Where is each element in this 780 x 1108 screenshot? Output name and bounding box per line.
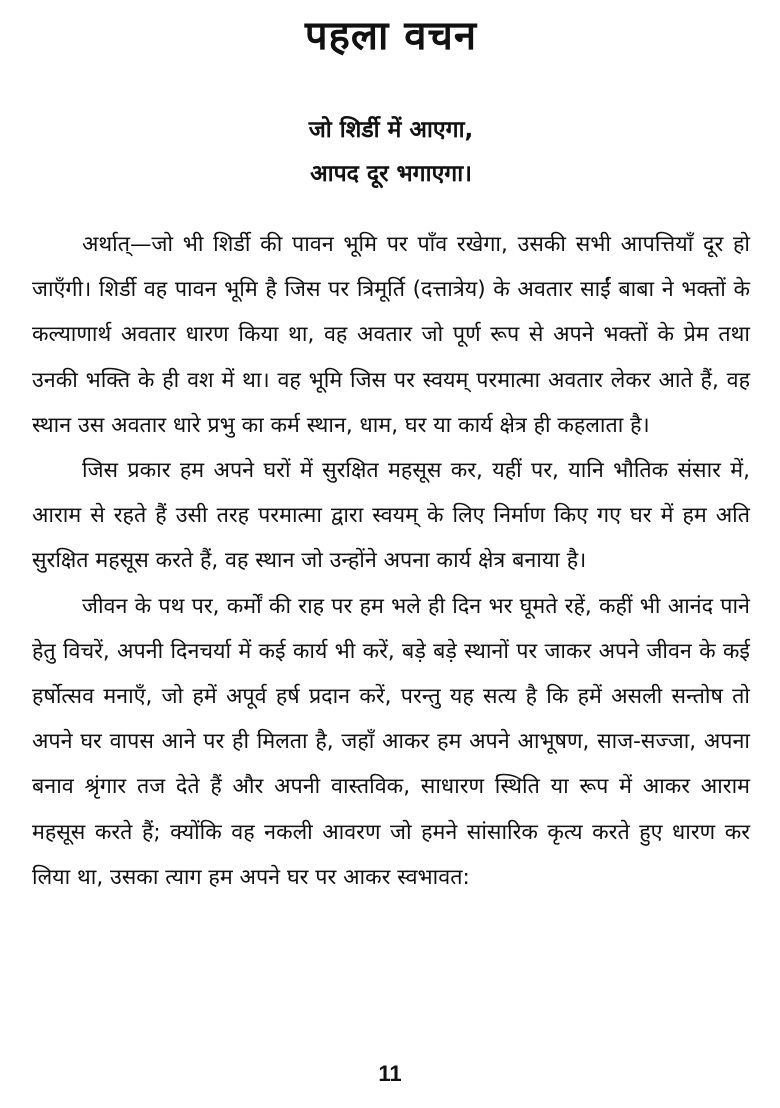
chapter-title: पहला वचन [304, 13, 478, 59]
page-number: 11 [378, 1061, 402, 1086]
couplet-line-2: आपद दूर भगाएगा। [310, 161, 472, 187]
couplet [32, 108, 750, 196]
paragraph: जीवन के पथ पर, कर्मों की राह पर हम भले ही दिन भर घूमते रहें, कहीं भी आनंद पाने हेतु विचरें, अपनी दिनचर्या में कई कार्य भी करें, बड़े बड़े स्थानों पर जाकर अपने जीवन के कई हर्षोत्सव मनाएँ, जो हमें अपूर्व हर्ष प्रदान करें, परन्तु यह सत्य है कि हमें असली सन्तोष तो अपने घर वापस आने पर ही मिलता है, जहाँ आकर हम अपने आभूषण, साज-सज्जा, अपना बनाव श्रृंगार तज देते हैं और अपनी वास्तविक, साधारण स्थिति या रूप में आकर आराम महसूस करते हैं; क्योंकि वह नकली आवरण जो हमने सांसारिक कृत्य करते हुए धारण कर लिया था, उसका त्याग हम अपने घर पर आकर स्वभावत: [32, 593, 750, 890]
paragraph: जिस प्रकार हम अपने घरों में सुरक्षित महसूस कर, यहीं पर, यानि भौतिक संसार में, आराम से रहते हैं उसी तरह परमात्मा द्वारा स्वयम् के लिए निर्माण किए गए घर में हम अति सुरक्षित महसूस करते हैं, वह स्थान जो उन्होंने अपना कार्य क्षेत्र बनाया है। [32, 458, 750, 574]
body-text [32, 222, 750, 900]
couplet-line-1: जो शिर्डी में आएगा, [308, 117, 474, 143]
paragraph: अर्थात्—जो भी शिर्डी की पावन भूमि पर पाँव रखेगा, उसकी सभी आपत्तियाँ दूर हो जाएँगी। शिर्डी वह पावन भूमि है जिस पर त्रिमूर्ति (दत्तात्रेय) के अवतार साईं बाबा ने भक्तों के कल्याणार्थ अवतार धारण किया था, वह अवतार जो पूर्ण रूप से अपने भक्तों के प्रेम तथा उनकी भक्ति के ही वश में था। वह भूमि जिस पर स्वयम् परमात्मा अवतार लेकर आते हैं, वह स्थान उस अवतार धारे प्रभु का कर्म स्थान, धाम, घर या कार्य क्षेत्र ही कहलाता है। [32, 232, 750, 438]
